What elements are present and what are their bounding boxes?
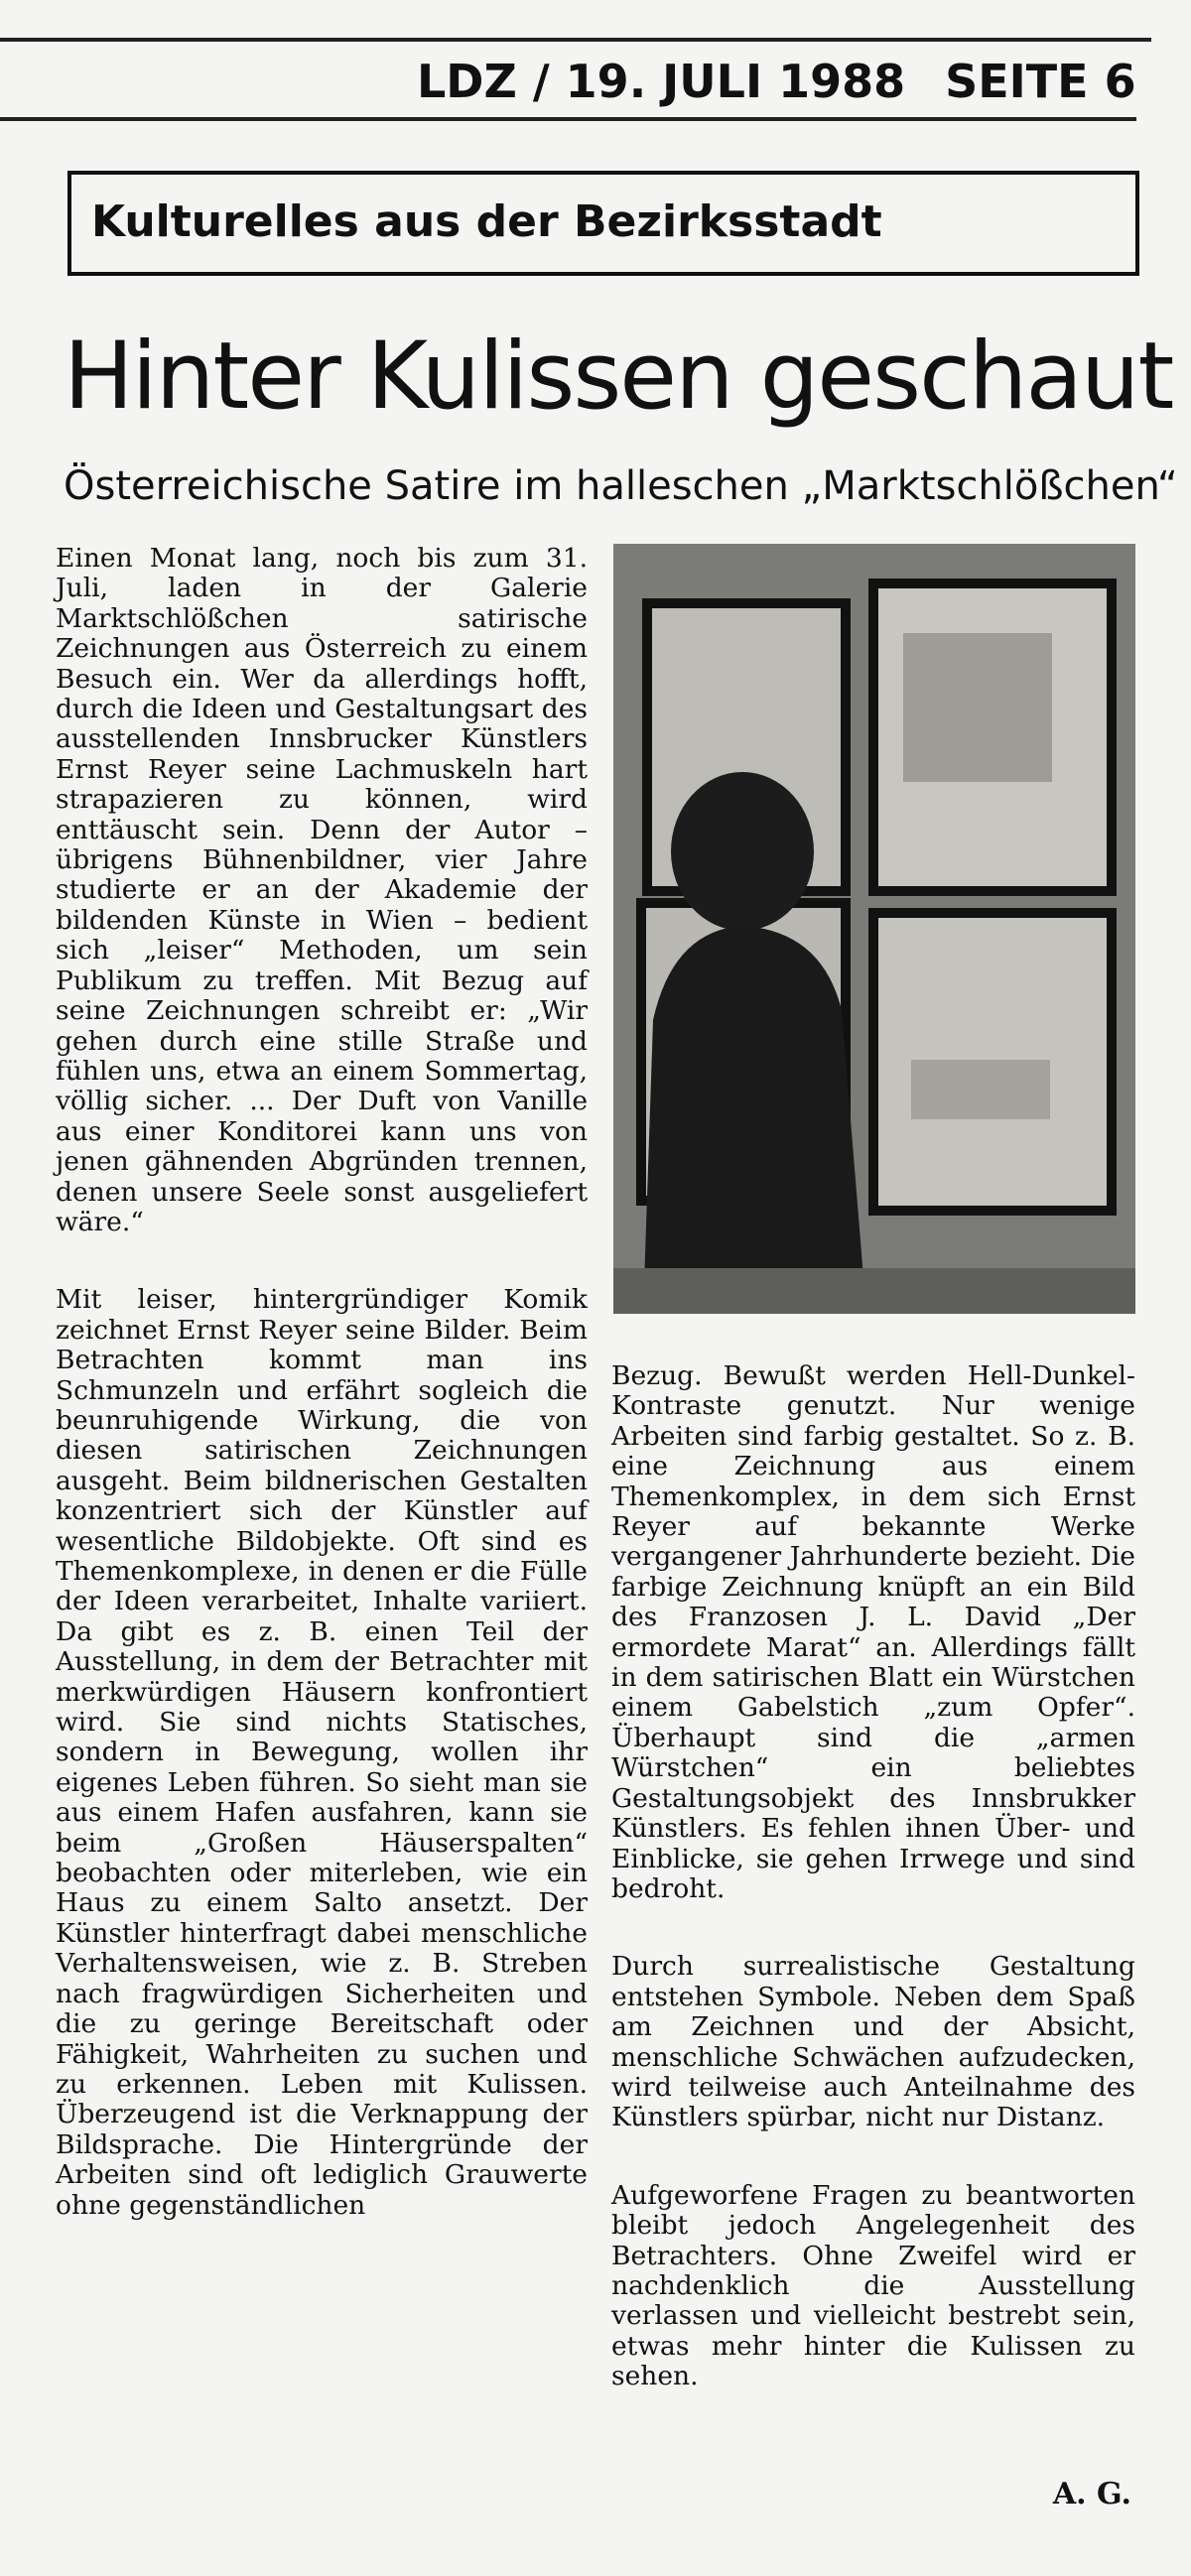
paragraph: Bezug. Bewußt werden Hell-Dunkel-Kontraste genutzt. Nur wenige Arbeiten sind farbig gestaltet. So z. B. eine Zeichnung aus einem Themenkomplex, in dem sich Ernst Reyer auf bekannte Werke vergangener Jahrhunderte bezieht. Die farbige Zeichnung knüpft an ein Bild des Franzosen J. L. David „Der ermordete Marat“ an. Allerdings fällt in dem satirischen Blatt ein Würstchen einem Gabelstich „zum Opfer“. Überhaupt sind die „armen Würstchen“ ein beliebtes Gestaltungsobjekt des Innsbrukker Künstlers. Es fehlen ihnen Über- und Einblicke, sie gehen Irrwege und sind bedroht.: [611, 1360, 1135, 1904]
paragraph: Mit leiser, hintergründiger Komik zeichnet Ernst Reyer seine Bilder. Beim Betrachten kommt man ins Schmunzeln und erfährt sogleich die beunruhigende Wirkung, die von diesen satirischen Zeichnungen ausgeht. Beim bildnerischen Gestalten konzentriert sich der Künstler auf wesentliche Bildobjekte. Oft sind es Themenkomplexe, in denen er die Fülle der Ideen verarbeitet, Inhalte variiert. Da gibt es z. B. einen Teil der Ausstellung, in dem der Betrachter mit merkwürdigen Häusern konfrontiert wird. Sie sind nichts Statisches, sondern in Bewegung, wollen ihr eigenes Leben führen. So sieht man sie aus einem Hafen ausfahren, kann sie beim „Großen Häuserspalten“ beobachten oder miterleben, wie ein Haus zu einem Salto ansetzt. Der Künstler hinterfragt dabei menschliche Verhaltensweisen, wie z. B. Streben nach fragwürdigen Sicherheiten und die zu geringe Bereitschaft oder Fähigkeit, Wahrheiten zu suchen und zu erkennen. Leben mit Kulissen. Überzeugend ist die Verknappung der Bildsprache. Die Hintergründe der Arbeiten sind oft lediglich Grauwerte ohne gegenständlichen: [56, 1284, 588, 2221]
author-signature: A. G.: [1052, 2477, 1131, 2512]
photo-figure-at-framed-drawings: [613, 544, 1135, 1314]
top-rule: [0, 38, 1151, 42]
section-box: [67, 171, 1139, 276]
section-label: Kulturelles aus der Bezirksstadt: [91, 196, 882, 247]
masthead-rule: [0, 117, 1136, 121]
article-column-2: [611, 1361, 1135, 2392]
masthead: [417, 50, 1136, 113]
paragraph: Aufgeworfene Fragen zu beantworten bleibt jedoch Angelegenheit des Betrachters. Ohne Zweifel wird er nachdenklich die Ausstellung verlassen und vielleicht bestrebt sein, etwas mehr hinter die Kulissen zu sehen.: [611, 2179, 1135, 2392]
paragraph: Einen Monat lang, noch bis zum 31. Juli, laden in der Galerie Marktschlößchen satirische Zeichnungen aus Österreich zu einem Besuch ein. Wer da allerdings hofft, durch die Ideen und Gestaltungsart des ausstellenden Innsbrucker Künstlers Ernst Reyer seine Lachmuskeln hart strapazieren zu können, wird enttäuscht sein. Denn der Autor – übrigens Bühnenbildner, vier Jahre studierte er an der Akademie der bildenden Künste in Wien – bedient sich „leiser“ Methoden, um sein Publikum zu treffen. Mit Bezug auf seine Zeichnungen schreibt er: „Wir gehen durch eine stille Straße und fühlen uns, etwa an einem Sommertag, völlig sicher. ... Der Duft von Vanille aus einer Konditorei kann uns von jenen gähnenden Abgründen trennen, denen unsere Seele sonst ausgeliefert wäre.“: [56, 543, 588, 1237]
paragraph: Durch surrealistische Gestaltung entstehen Symbole. Neben dem Spaß am Zeichnen und der Absicht, menschliche Schwächen aufzudecken, wird teilweise auch Anteilnahme des Künstlers spürbar, nicht nur Distanz.: [611, 1951, 1135, 2133]
article-subheadline: Österreichische Satire im halleschen „Marktschlößchen“: [64, 463, 1178, 509]
masthead-page: SEITE 6: [945, 55, 1136, 108]
article-headline: Hinter Kulissen geschaut: [64, 322, 1173, 431]
masthead-issue: LDZ / 19. JULI 1988: [417, 55, 906, 108]
article-column-1: [56, 544, 588, 2221]
exhibition-photo: [613, 544, 1135, 1314]
